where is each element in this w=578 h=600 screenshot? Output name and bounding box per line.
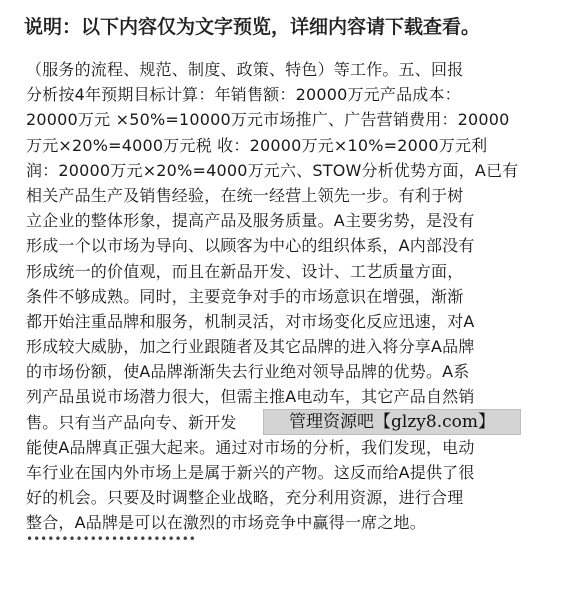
text-line: 好的机会。只要及时调整企业战略，充分利用资源，进行合理 <box>26 488 464 508</box>
text-line: 都开始注重品牌和服务，机制灵活，对市场变化反应迅速，对A <box>26 311 475 331</box>
text-line: 20000万元 ×50%=10000万元市场推广、广告营销费用：20000 <box>26 110 510 130</box>
text-line: 万元×20%=4000万元税 收：20000万元×10%=2000万元利 <box>26 135 488 155</box>
text-line: 售。只有当产品向专、新开发 <box>26 412 237 432</box>
text-line: 润：20000万元×20%=4000万元六、STOW分析优势方面，A已有 <box>26 160 519 180</box>
text-line: 条件不够成熟。同时，主要竞争对手的市场意识在增强，渐渐 <box>26 286 464 306</box>
text-line: （服务的流程、规范、制度、政策、特色）等工作。五、回报 <box>26 60 464 79</box>
text-line: 能使A品牌真正强大起来。通过对市场的分析，我们发现，电动 <box>26 437 475 457</box>
text-line: 形成较大威胁，加之行业跟随者及其它品牌的进入将分享A品牌 <box>26 337 475 357</box>
ellipsis-dots: •••••••••••••••••••••••• <box>26 532 196 546</box>
preview-notice: 说明：以下内容仅为文字预览，详细内容请下载查看。 <box>24 16 481 38</box>
text-line: 立企业的整体形象，提高产品及服务质量。A主要劣势，是没有 <box>26 211 475 231</box>
text-line: 列产品虽说市场潜力很大，但需主推A电动车，其它产品自然销 <box>26 387 475 407</box>
watermark-banner: 管理资源吧【glzy8.com】 <box>263 409 521 435</box>
document-body <box>26 57 556 536</box>
text-line: 形成一个以市场为导向、以顾客为中心的组织体系，A内部没有 <box>26 236 475 256</box>
text-line: 分析按4年预期目标计算：年销售额：20000万元产品成本： <box>26 85 461 105</box>
text-line: 整合，A品牌是可以在激烈的市场竞争中赢得一席之地。 <box>26 513 426 533</box>
text-line: 相关产品生产及销售经验，在统一经营上领先一步。有利于树 <box>26 185 464 205</box>
text-line: 车行业在国内外市场上是属于新兴的产物。这反而给A提供了很 <box>26 463 475 482</box>
text-line: 的市场份额，使A品牌渐渐失去行业绝对领导品牌的优势。A系 <box>26 362 470 382</box>
text-line: 形成统一的价值观，而且在新品开发、设计、工艺质量方面， <box>26 261 464 281</box>
